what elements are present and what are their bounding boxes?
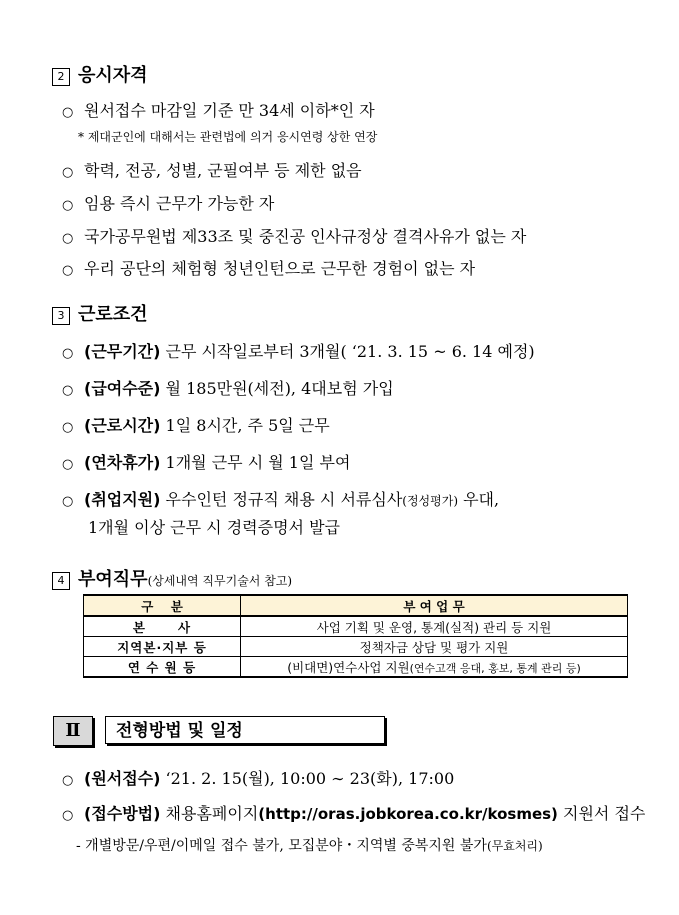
section-subtitle: (상세내역 직무기술서 참고)	[147, 574, 293, 588]
application-url: (http://oras.jobkorea.co.kr/kosmes)	[258, 805, 558, 823]
section-3-heading	[52, 300, 148, 326]
part-title-box: 전형방법 및 일정	[105, 716, 385, 744]
section-title: 근로조건	[78, 304, 148, 325]
circle-bullet-icon: ○	[62, 263, 74, 278]
list-item: ○ 학력, 전공, 성별, 군필여부 등 제한 없음	[62, 161, 362, 180]
list-item: ○ 국가공무원법 제33조 및 중진공 인사규정상 결격사유가 없는 자	[62, 227, 527, 246]
list-item: ○ (근로시간) 1일 8시간, 주 5일 근무	[62, 416, 330, 435]
section-title: 응시자격	[78, 65, 148, 86]
section-title: 부여직무	[78, 569, 148, 590]
circle-bullet-icon: ○	[62, 231, 74, 246]
circle-bullet-icon: ○	[62, 346, 74, 361]
note-line: - 개별방문/우편/이메일 접수 불가, 모집분야・지역별 중복지원 불가(무효처리)	[76, 838, 543, 854]
list-item: ○ (원서접수) ‘21. 2. 15(월), 10:00 ∼ 23(화), 17:00	[62, 769, 455, 788]
circle-bullet-icon: ○	[62, 165, 74, 180]
table-cell-value: (비대면)연수사업 지원(연수고객 응대, 홍보, 통계 관리 등)	[241, 657, 628, 678]
duty-table	[83, 594, 628, 678]
list-item: ○ (취업지원) 우수인턴 정규직 채용 시 서류심사(정성평가) 우대,	[62, 490, 500, 509]
table-row	[84, 657, 628, 678]
table-cell-key: 연 수 원 등	[84, 657, 241, 678]
list-item-continuation: 1개월 이상 근무 시 경력증명서 발급	[88, 518, 340, 537]
table-cell-value: 정책자금 상담 및 평가 지원	[241, 637, 628, 657]
circle-bullet-icon: ○	[62, 198, 74, 213]
circle-bullet-icon: ○	[62, 383, 74, 398]
circle-bullet-icon: ○	[62, 494, 74, 509]
table-cell-key: 지역본·지부 등	[84, 637, 241, 657]
section-4-heading	[52, 565, 292, 591]
column-header: 부 여 업 무	[241, 595, 628, 616]
section-2-heading	[52, 61, 148, 87]
circle-bullet-icon: ○	[62, 457, 74, 472]
list-item: ○ (근무기간) 근무 시작일로부터 3개월( ‘21. 3. 15 ~ 6. 14 예정)	[62, 342, 535, 361]
table-row	[84, 616, 628, 637]
footnote: * 제대군인에 대해서는 관련법에 의거 응시연령 상한 연장	[78, 130, 378, 144]
circle-bullet-icon: ○	[62, 808, 74, 823]
section-number: 4	[52, 572, 70, 590]
circle-bullet-icon: ○	[62, 773, 74, 788]
list-item: ○ (급여수준) 월 185만원(세전), 4대보험 가입	[62, 379, 394, 398]
list-item: ○ (연차휴가) 1개월 근무 시 월 1일 부여	[62, 453, 351, 472]
list-item: ○ 원서접수 마감일 기준 만 34세 이하*인 자	[62, 101, 375, 120]
list-item: ○ 우리 공단의 체험형 청년인턴으로 근무한 경험이 없는 자	[62, 259, 476, 278]
section-number: 2	[52, 68, 70, 86]
circle-bullet-icon: ○	[62, 420, 74, 435]
list-item: ○ 임용 즉시 근무가 가능한 자	[62, 194, 275, 213]
section-number: 3	[52, 307, 70, 325]
circle-bullet-icon: ○	[62, 105, 74, 120]
table-cell-value: 사업 기획 및 운영, 통계(실적) 관리 등 지원	[241, 616, 628, 637]
column-header: 구 분	[84, 595, 241, 616]
table-row	[84, 637, 628, 657]
table-header-row	[84, 595, 628, 616]
table-cell-key: 본 사	[84, 616, 241, 637]
list-item: ○ (접수방법) 채용홈페이지(http://oras.jobkorea.co.kr/kosmes) 지원서 접수	[62, 804, 646, 823]
part-number-box: Ⅱ	[53, 716, 93, 746]
